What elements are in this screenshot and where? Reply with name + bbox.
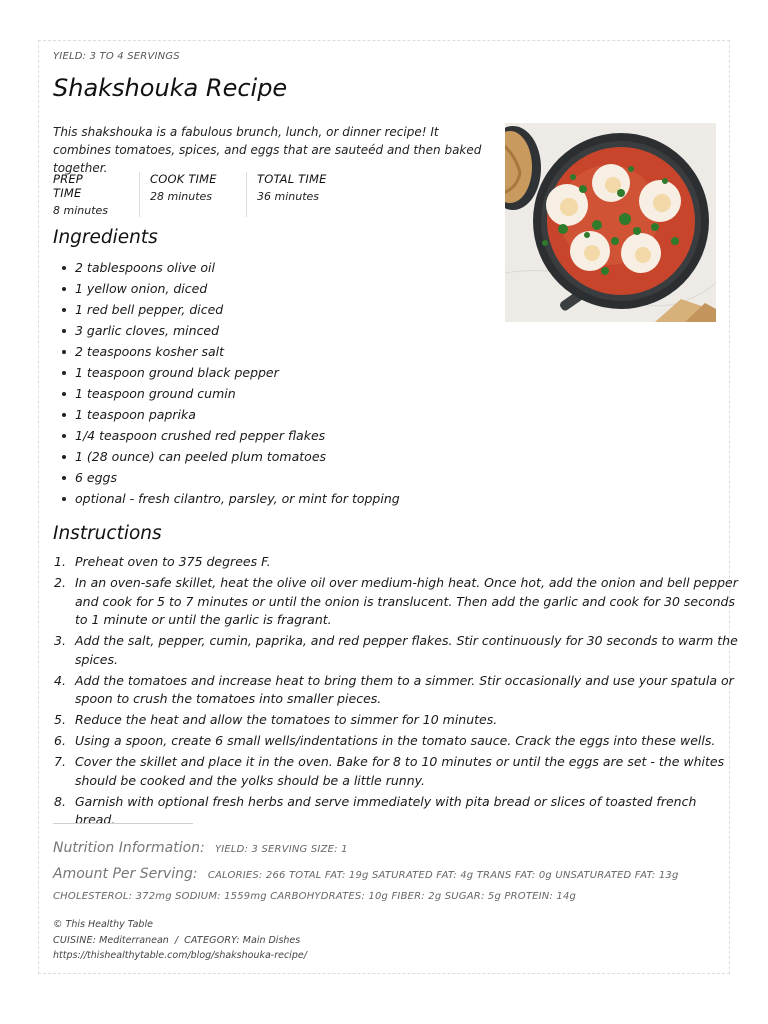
step-number: 4. xyxy=(54,672,66,688)
ingredient-item: 1 teaspoon ground black pepper xyxy=(75,362,400,383)
recipe-url-link[interactable]: https://thishealthytable.com/blog/shakshouka-recipe/ xyxy=(53,950,307,961)
step-text: Garnish with optional fresh herbs and serve immediately with pita bread or slices of toasted french bread. xyxy=(75,793,697,827)
ingredient-item: 1/4 teaspoon crushed red pepper flakes xyxy=(75,425,400,446)
category-label: CATEGORY: xyxy=(184,934,240,946)
step-number: 7. xyxy=(54,754,66,769)
step-number: 3. xyxy=(54,633,66,648)
recipe-intro: This shakshouka is a fabulous brunch, lunch, or dinner recipe! It combines tomatoes, spices, and eggs that are sauteéd and then baked together. xyxy=(53,125,482,175)
recipe-yield: YIELD: 3 TO 4 SERVINGS xyxy=(53,51,180,62)
nutrition-line-2: CHOLESTEROL: 372mg SODIUM: 1559mg CARBOHYDRATES: 10g FIBER: 2g SUGAR: 5g PROTEIN: 14g xyxy=(53,891,577,902)
cook-time xyxy=(139,172,246,217)
cuisine-label: CUISINE: xyxy=(53,934,97,946)
instruction-step xyxy=(54,732,739,751)
recipe-times xyxy=(53,172,365,217)
nutrition-summary: YIELD: 3 SERVING SIZE: 1 xyxy=(214,844,348,855)
shakshouka-photo xyxy=(505,123,716,322)
step-text: Add the salt, pepper, cumin, paprika, and red pepper flakes. Stir continuously for 30 seconds to warm the spices. xyxy=(75,633,738,667)
total-time-label: TOTAL TIME xyxy=(257,172,327,186)
step-number: 6. xyxy=(54,733,66,748)
total-time xyxy=(246,172,365,217)
cook-time-label: COOK TIME xyxy=(150,172,217,186)
total-time-value: 36 minutes xyxy=(257,190,320,203)
step-text: Preheat oven to 375 degrees F. xyxy=(75,554,271,569)
copyright: © This Healthy Table xyxy=(53,919,153,930)
instructions-heading: Instructions xyxy=(53,523,162,544)
step-number: 8. xyxy=(54,793,66,809)
nutrition-heading: Nutrition Information: xyxy=(53,840,205,856)
step-text: Cover the skillet and place it in the oven. Bake for 8 to 10 minutes or until the eggs are set - the whites should be cooked and the yolks should be a little runny. xyxy=(75,754,725,788)
nutrition-header xyxy=(53,837,348,856)
step-text: In an oven-safe skillet, heat the olive oil over medium-high heat. Once hot, add the onion and bell pepper and cook for 5 to 7 minutes or until the onion is translucent. Then add the garlic and cook for 30 seconds to 1 minute or until the garlic is fragrant. xyxy=(75,575,738,627)
instruction-step xyxy=(54,574,739,630)
ingredient-item: 2 tablespoons olive oil xyxy=(75,257,400,278)
ingredient-item: optional - fresh cilantro, parsley, or mint for topping xyxy=(75,488,400,509)
instructions-list xyxy=(53,553,739,832)
nutrition-line-1: CALORIES: 266 TOTAL FAT: 19g SATURATED FAT: 4g TRANS FAT: 0g UNSATURATED FAT: 13g xyxy=(207,870,679,881)
shakshouka-skillet-icon xyxy=(505,123,716,322)
instruction-step xyxy=(54,711,739,730)
step-text: Using a spoon, create 6 small wells/indentations in the tomato sauce. Crack the eggs into these wells. xyxy=(75,733,716,748)
step-number: 1. xyxy=(54,554,66,569)
recipe-footer xyxy=(53,917,307,964)
ingredient-item: 1 yellow onion, diced xyxy=(75,278,400,299)
prep-time-value: 8 minutes xyxy=(53,204,109,217)
instruction-step xyxy=(54,672,739,709)
instruction-step xyxy=(54,553,739,572)
step-number: 2. xyxy=(54,575,66,590)
step-number: 5. xyxy=(54,712,66,727)
step-text: Reduce the heat and allow the tomatoes to simmer for 10 minutes. xyxy=(75,712,498,727)
ingredient-item: 1 teaspoon paprika xyxy=(75,404,400,425)
ingredient-item: 6 eggs xyxy=(75,467,400,488)
nutrition-line-2-row xyxy=(53,884,576,903)
ingredients-list xyxy=(53,257,400,509)
ingredient-item: 1 red bell pepper, diced xyxy=(75,299,400,320)
step-text: Add the tomatoes and increase heat to bring them to a simmer. Stir occasionally and use your spatula or spoon to crush the tomatoes into smaller pieces. xyxy=(75,672,734,706)
cuisine-value: Mediterranean xyxy=(99,934,169,946)
ingredient-item: 2 teaspoons kosher salt xyxy=(75,341,400,362)
nutrition-divider xyxy=(53,823,193,824)
ingredient-item: 1 (28 ounce) can peeled plum tomatoes xyxy=(75,446,400,467)
amount-per-serving-heading: Amount Per Serving: xyxy=(53,866,198,882)
separator: / xyxy=(174,934,179,946)
recipe-title: Shakshouka Recipe xyxy=(53,74,288,102)
ingredient-item: 3 garlic cloves, minced xyxy=(75,320,400,341)
cook-time-value: 28 minutes xyxy=(150,190,213,203)
prep-time-label: PREP TIME xyxy=(53,172,83,200)
instruction-step xyxy=(54,753,739,790)
ingredients-heading: Ingredients xyxy=(53,227,158,248)
instruction-step xyxy=(54,632,739,669)
cuisine-category-row xyxy=(53,933,307,949)
category-value: Main Dishes xyxy=(242,934,301,946)
prep-time xyxy=(53,172,139,217)
ingredient-item: 1 teaspoon ground cumin xyxy=(75,383,400,404)
nutrition-amount xyxy=(53,863,679,882)
